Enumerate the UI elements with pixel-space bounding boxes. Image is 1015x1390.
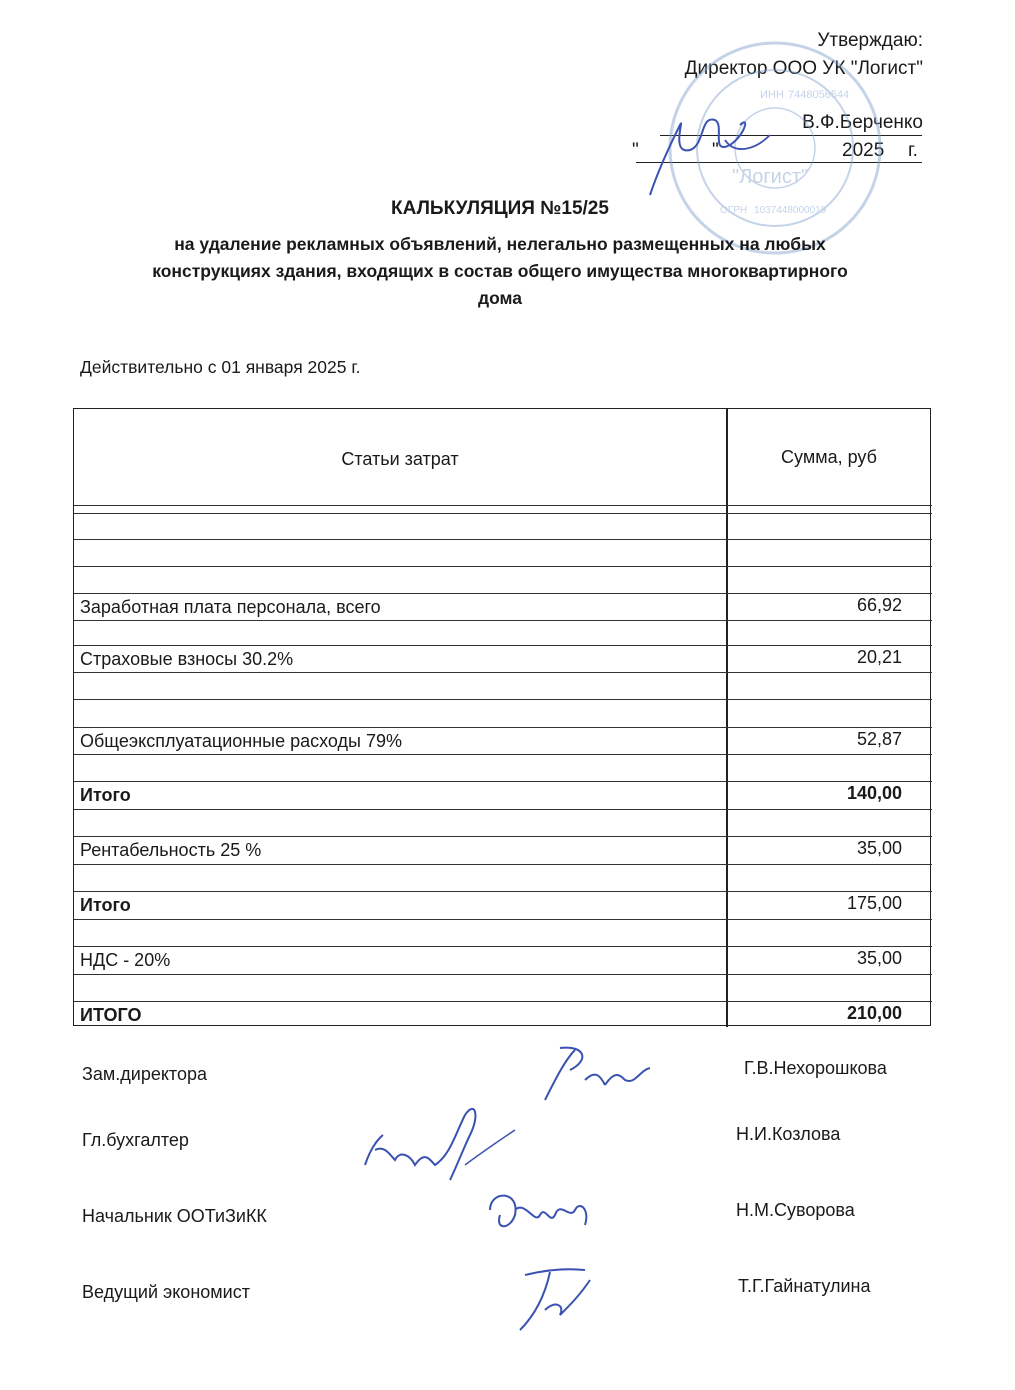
row-name: Заработная плата персонала, всего xyxy=(80,597,381,617)
signature-name: Г.В.Нехорошкова xyxy=(744,1058,887,1078)
row-name: ИТОГО xyxy=(80,1005,142,1025)
row-name: Общеэксплуатационные расходы 79% xyxy=(80,731,403,751)
row-divider xyxy=(74,974,932,975)
deputy-director-signature xyxy=(530,1040,660,1110)
chief-accountant-signature xyxy=(355,1095,525,1190)
table-row xyxy=(74,836,932,863)
table-row-total xyxy=(74,1001,932,1028)
row-value: 210,00 xyxy=(846,1003,902,1023)
signature-role: Ведущий экономист xyxy=(82,1282,250,1302)
row-value: 35,00 xyxy=(856,948,902,968)
row-name: Страховые взносы 30.2% xyxy=(80,649,294,669)
document-subtitle-line1: на удаление рекламных объявлений, нелегально размещенных на любых xyxy=(174,234,826,254)
economist-signature xyxy=(505,1260,605,1340)
row-divider xyxy=(74,505,932,506)
row-divider xyxy=(74,620,932,621)
row-divider xyxy=(74,864,932,865)
signature-name: Н.М.Суворова xyxy=(736,1200,855,1220)
table-row-subtotal xyxy=(74,781,932,808)
row-name: Итого xyxy=(80,785,131,805)
stamp-inn: 7448056544 xyxy=(788,89,850,101)
row-value: 66,92 xyxy=(856,595,902,615)
row-divider xyxy=(74,919,932,920)
row-divider xyxy=(74,539,932,540)
row-name: Итого xyxy=(80,895,131,915)
row-divider xyxy=(74,672,932,673)
approver-position: Директор ООО УК "Логист" xyxy=(684,58,923,79)
signature-name: Н.И.Козлова xyxy=(736,1124,841,1144)
cost-table xyxy=(73,408,931,1026)
row-divider xyxy=(74,513,932,514)
stamp-ogrn-label: ОГРН xyxy=(720,205,748,216)
stamp-ogrn: 1037448000019 xyxy=(754,205,827,216)
approver-name: В.Ф.Берченко xyxy=(802,112,923,133)
column-divider xyxy=(726,409,728,1027)
row-value: 52,87 xyxy=(856,729,902,749)
row-value: 20,21 xyxy=(856,647,902,667)
row-name: НДС - 20% xyxy=(80,950,171,970)
column-header-name: Статьи затрат xyxy=(341,449,459,469)
table-row-subtotal xyxy=(74,891,932,918)
signature-role: Начальник ООТиЗиКК xyxy=(82,1206,267,1226)
row-value: 140,00 xyxy=(846,783,902,803)
date-close-quote: " xyxy=(712,140,719,161)
row-value: 35,00 xyxy=(856,838,902,858)
document-subtitle-line2: конструкциях здания, входящих в состав общего имущества многоквартирного xyxy=(152,261,848,281)
row-divider xyxy=(74,699,932,700)
approval-year: 2025 xyxy=(842,140,885,161)
table-row xyxy=(74,946,932,973)
signature-name: Т.Г.Гайнатулина xyxy=(738,1276,871,1296)
department-head-signature xyxy=(480,1180,600,1240)
column-header-sum: Сумма, руб xyxy=(781,447,877,467)
stamp-inn-label: ИНН xyxy=(760,89,784,101)
document-subtitle-line3: дома xyxy=(477,288,522,308)
date-open-quote: " xyxy=(632,140,639,161)
table-row xyxy=(74,727,932,754)
row-name: Рентабельность 25 % xyxy=(80,840,262,860)
document-title: КАЛЬКУЛЯЦИЯ №15/25 xyxy=(391,198,609,219)
signature-role: Зам.директора xyxy=(82,1064,207,1084)
table-row xyxy=(74,593,932,620)
signature-role: Гл.бухгалтер xyxy=(82,1130,189,1150)
valid-from: Действительно с 01 января 2025 г. xyxy=(80,357,361,377)
approval-year-suffix: г. xyxy=(908,140,918,161)
table-row xyxy=(74,645,932,672)
row-divider xyxy=(74,809,932,810)
row-value: 175,00 xyxy=(846,893,902,913)
row-divider xyxy=(74,566,932,567)
director-signature xyxy=(630,95,780,205)
stamp-org: "Логист" xyxy=(732,166,809,188)
row-divider xyxy=(74,754,932,755)
approve-label: Утверждаю: xyxy=(817,30,923,51)
